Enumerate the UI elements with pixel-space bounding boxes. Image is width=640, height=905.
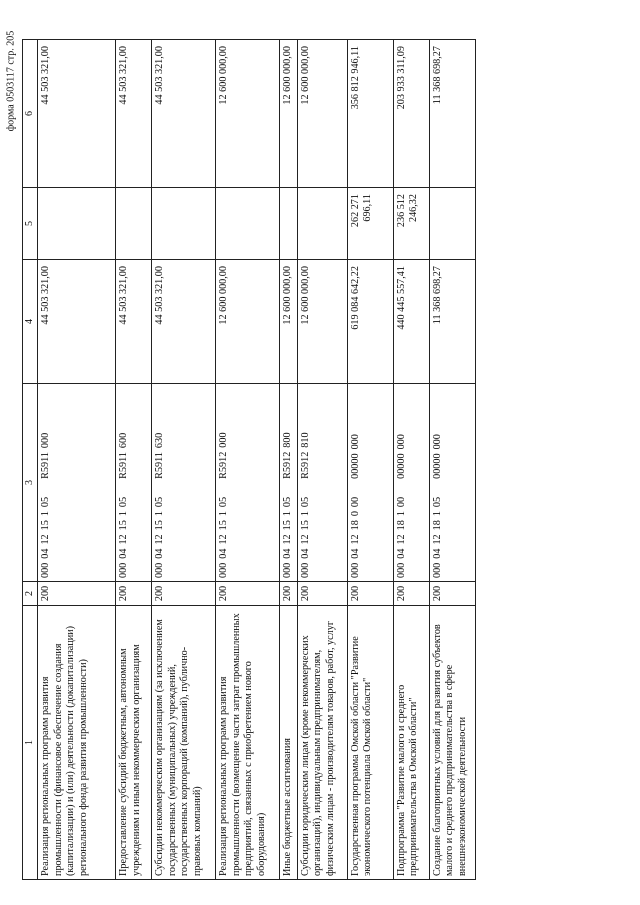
code-part: 18	[431, 520, 443, 531]
code-part: 00	[395, 496, 407, 508]
code-part: R5911	[40, 452, 52, 479]
code-part: 630	[154, 432, 166, 449]
row-remaining: 44 503 321,00	[152, 40, 216, 188]
code-part: 05	[431, 496, 443, 508]
row-approved: 44 503 321,00	[152, 260, 216, 384]
code-part: 15	[282, 520, 294, 531]
table-row	[216, 40, 280, 880]
table-row	[393, 40, 429, 880]
row-name: Субсидии юридическим лицам (кроме некоммерческих организаций), индивидуальным предпринимателям, физическим лицам - производителям товаров, работ, услуг	[297, 606, 347, 880]
row-remaining: 356 812 946,11	[347, 40, 393, 188]
code-part: 1	[154, 511, 166, 517]
code-part: 000	[282, 562, 294, 578]
col-header-6: 6	[23, 40, 38, 188]
code-part: 05	[118, 496, 130, 508]
code-part: 600	[118, 432, 130, 449]
code-part: 000	[218, 432, 230, 448]
row-name: Государственная программа Омской области "Развитие экономического потенциала Омской области"	[347, 606, 393, 880]
code-part: 18	[349, 520, 361, 531]
row-remaining: 203 933 311,09	[393, 40, 429, 188]
code-part: 12	[349, 534, 361, 545]
code-part: R5911	[154, 452, 166, 479]
row-budget-code	[393, 384, 429, 582]
code-part: 04	[218, 548, 230, 559]
row-line-code: 200	[38, 582, 116, 606]
header-row	[23, 40, 38, 880]
row-approved: 12 600 000,00	[280, 260, 297, 384]
code-part: 04	[431, 548, 443, 559]
code-part: 12	[431, 534, 443, 545]
row-name: Подпрограмма "Развитие малого и среднего предпринимательства в Омской области"	[393, 606, 429, 880]
code-part: 000	[395, 562, 407, 578]
form-label-text: форма 0503117 стр. 205	[5, 30, 17, 132]
row-executed	[216, 188, 280, 260]
table-row	[116, 40, 152, 880]
row-line-code: 200	[297, 582, 347, 606]
table-row	[152, 40, 216, 880]
row-name: Предоставление субсидий бюджетным, автономным учреждениям и иным некоммерческим организациям	[116, 606, 152, 880]
code-part: 000	[40, 432, 52, 449]
row-remaining: 12 600 000,00	[280, 40, 297, 188]
code-part: 15	[154, 520, 166, 531]
code-part: 00	[349, 496, 361, 508]
code-part: 04	[118, 548, 130, 559]
table-row	[347, 40, 393, 880]
budget-table	[22, 39, 476, 880]
table-row	[429, 40, 475, 880]
code-part: 1	[431, 511, 443, 517]
row-remaining: 11 368 698,27	[429, 40, 475, 188]
col-header-5: 5	[23, 188, 38, 260]
form-label	[4, 6, 18, 156]
code-part: 12	[118, 534, 130, 545]
code-part: 1	[282, 511, 294, 517]
code-part: 05	[282, 496, 294, 508]
code-part: 00000	[349, 453, 361, 479]
row-line-code: 200	[116, 582, 152, 606]
row-executed	[429, 188, 475, 260]
code-part: 810	[299, 432, 311, 448]
code-part: 04	[349, 548, 361, 559]
table-row	[280, 40, 297, 880]
row-remaining: 12 600 000,00	[216, 40, 280, 188]
code-part: 1	[218, 511, 230, 517]
code-part: 15	[299, 520, 311, 531]
code-part: R5912	[299, 451, 311, 479]
row-budget-code	[297, 384, 347, 582]
code-part: 1	[118, 511, 130, 517]
row-executed	[152, 188, 216, 260]
row-line-code: 200	[152, 582, 216, 606]
code-part: 04	[154, 548, 166, 559]
row-executed: 262 271 696,11	[347, 188, 393, 260]
row-executed	[297, 188, 347, 260]
code-part: 15	[218, 520, 230, 531]
code-part: 000	[40, 562, 52, 578]
code-part: 000	[349, 434, 361, 450]
table-row	[38, 40, 116, 880]
code-part: R5911	[118, 452, 130, 479]
row-executed	[38, 188, 116, 260]
row-line-code: 200	[393, 582, 429, 606]
code-part: 05	[299, 496, 311, 508]
col-header-1: 1	[23, 606, 38, 880]
col-header-4: 4	[23, 260, 38, 384]
code-part: R5912	[282, 451, 294, 479]
row-executed	[280, 188, 297, 260]
code-part: 000	[299, 562, 311, 578]
code-part: 18	[395, 520, 407, 531]
row-budget-code	[429, 384, 475, 582]
code-part: 000	[431, 434, 443, 450]
row-line-code: 200	[429, 582, 475, 606]
code-part: 05	[154, 496, 166, 508]
code-part: 05	[218, 496, 230, 508]
code-part: 1	[395, 511, 407, 517]
row-line-code: 200	[280, 582, 297, 606]
code-part: 00000	[395, 453, 407, 479]
row-name: Субсидии некоммерческим организациям (за исключением государственных (муниципальных) учреждений, государственных корпораций (компаний), публично-правовых компаний)	[152, 606, 216, 880]
row-budget-code	[216, 384, 280, 582]
rotated-page	[22, 40, 618, 880]
row-budget-code	[38, 384, 116, 582]
row-name: Иные бюджетные ассигнования	[280, 606, 297, 880]
code-part: 1	[40, 511, 52, 517]
code-part: 000	[349, 562, 361, 578]
code-part: 12	[218, 534, 230, 545]
row-line-code: 200	[216, 582, 280, 606]
code-part: 000	[431, 562, 443, 578]
code-part: 0	[349, 511, 361, 517]
row-budget-code	[152, 384, 216, 582]
code-part: 05	[40, 496, 52, 508]
code-part: R5912	[218, 451, 230, 479]
code-part: 1	[299, 511, 311, 517]
row-approved: 11 368 698,27	[429, 260, 475, 384]
row-approved: 440 445 557,41	[393, 260, 429, 384]
code-part: 15	[40, 520, 52, 531]
col-header-2: 2	[23, 582, 38, 606]
row-remaining: 44 503 321,00	[116, 40, 152, 188]
code-part: 04	[299, 548, 311, 559]
row-approved: 619 084 642,22	[347, 260, 393, 384]
table-row	[297, 40, 347, 880]
code-part: 12	[395, 534, 407, 545]
code-part: 12	[299, 534, 311, 545]
row-name: Реализация региональных программ развития промышленности (возмещение части затрат промышленных предприятий, связанных с приобретением нового оборудования)	[216, 606, 280, 880]
row-remaining: 12 600 000,00	[297, 40, 347, 188]
row-name: Реализация региональных программ развития промышленности (финансовое обеспечение создания (капитализации) и (или) деятельности (докапитализации) регионального фонда развития промышленности)	[38, 606, 116, 880]
code-part: 800	[282, 432, 294, 448]
row-budget-code	[347, 384, 393, 582]
code-part: 04	[40, 548, 52, 559]
row-name: Создание благоприятных условий для развития субъектов малого и среднего предпринимательства в сфере внешнеэкономической деятельности	[429, 606, 475, 880]
row-remaining: 44 503 321,00	[38, 40, 116, 188]
row-executed: 236 512 246,32	[393, 188, 429, 260]
row-executed	[116, 188, 152, 260]
row-approved: 12 600 000,00	[297, 260, 347, 384]
code-part: 04	[282, 548, 294, 559]
code-part: 000	[218, 562, 230, 578]
row-approved: 44 503 321,00	[38, 260, 116, 384]
row-budget-code	[116, 384, 152, 582]
code-part: 04	[395, 548, 407, 559]
code-part: 00000	[431, 453, 443, 479]
code-part: 12	[40, 534, 52, 545]
row-approved: 12 600 000,00	[216, 260, 280, 384]
code-part: 000	[395, 434, 407, 450]
row-budget-code	[280, 384, 297, 582]
row-line-code: 200	[347, 582, 393, 606]
col-header-3: 3	[23, 384, 38, 582]
code-part: 12	[154, 534, 166, 545]
row-approved: 44 503 321,00	[116, 260, 152, 384]
code-part: 000	[118, 562, 130, 578]
code-part: 15	[118, 520, 130, 531]
code-part: 12	[282, 534, 294, 545]
code-part: 000	[154, 562, 166, 578]
